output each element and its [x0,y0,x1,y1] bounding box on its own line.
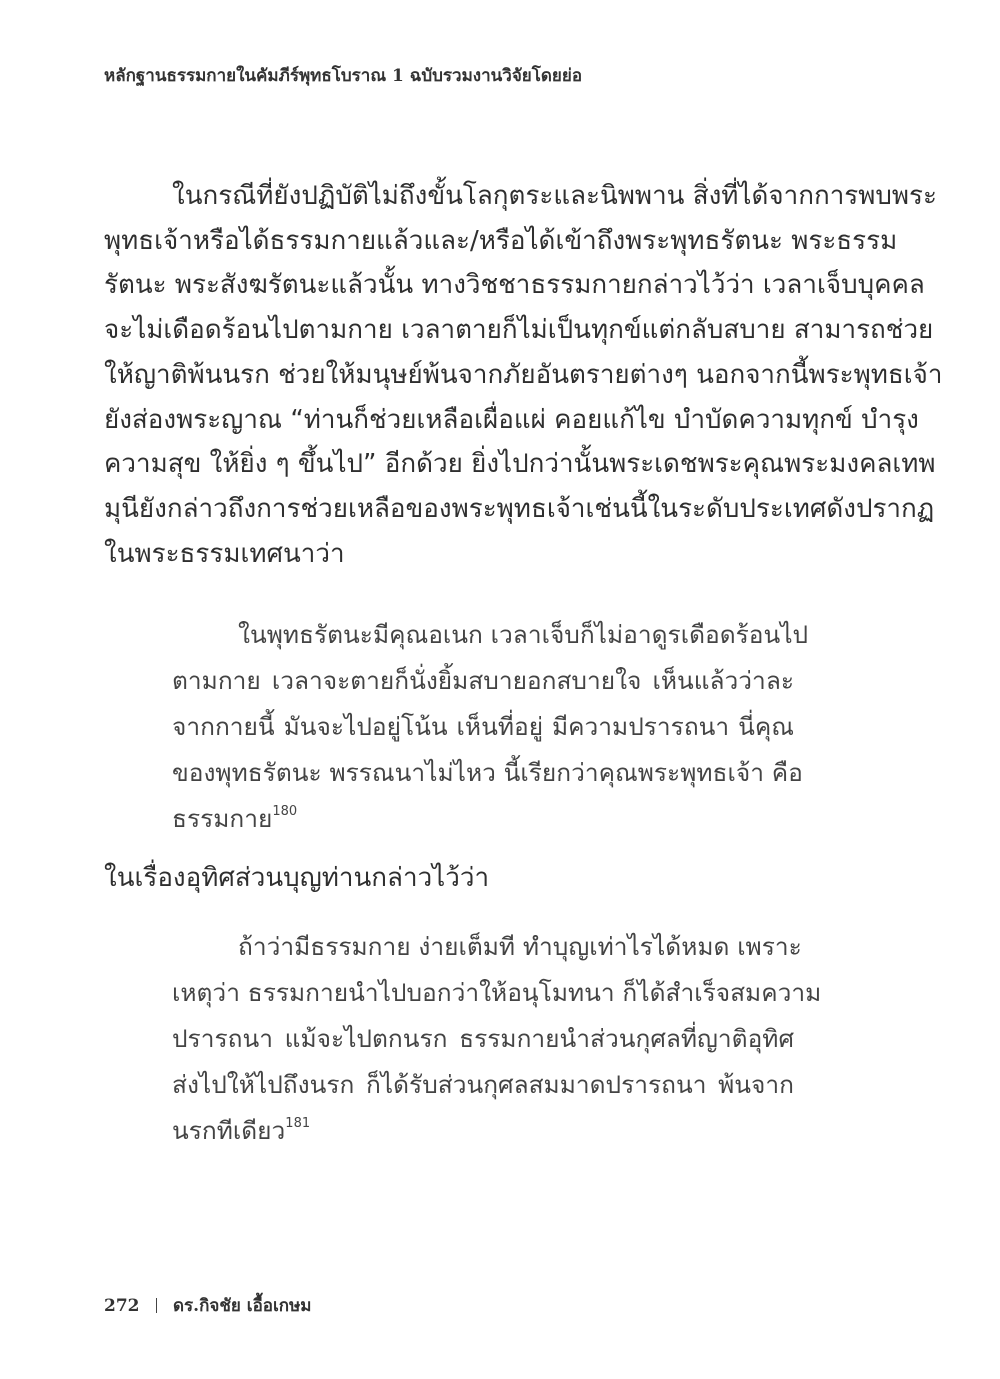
quote-line: ส่งไปให้ไปถึงนรก ก็ได้รับส่วนกุศลสมมาดปรารถนา พ้นจาก [172,1070,794,1099]
quote-line-last [172,796,794,842]
author-name: ดร.กิจชัย เอื้อเกษม [173,1296,312,1316]
running-header: หลักฐานธรรมกายในคัมภีร์พุทธโบราณ 1 ฉบับรวมงานวิจัยโดยย่อ [104,66,583,86]
page-number: 272 [104,1295,140,1316]
quote-line: ปรารถนา แม้จะไปตกนรก ธรรมกายนำส่วนกุศลที่ญาติอุทิศ [172,1024,794,1053]
paragraph-line: มุนียังกล่าวถึงการช่วยเหลือของพระพุทธเจ้าเช่นนี้ในระดับประเทศดังปรากฏ [104,493,935,524]
paragraph-line: ในกรณีที่ยังปฏิบัติไม่ถึงขั้นโลกุตระและนิพพาน สิ่งที่ได้จากการพบพระ [172,181,937,211]
footnote-ref-181: 181 [285,1116,311,1131]
quote-line: ในพุทธรัตนะมีคุณอเนก เวลาเจ็บก็ไม่อาดูรเดือดร้อนไป [238,620,809,649]
paragraph-line: ให้ญาติพ้นนรก ช่วยให้มนุษย์พ้นจากภัยอันตรายต่างๆ นอกจากนี้พระพุทธเจ้า [104,359,943,390]
paragraph-line: รัตนะ พระสังฆรัตนะแล้วนั้น ทางวิชชาธรรมกายกล่าวไว้ว่า เวลาเจ็บบุคคล [104,270,925,301]
quote-line: ตามกาย เวลาจะตายก็นั่งยิ้มสบายอกสบายใจ เห็นแล้วว่าละ [172,666,794,695]
paragraph-line: จะไม่เดือดร้อนไปตามกาย เวลาตายก็ไม่เป็นทุกข์แต่กลับสบาย สามารถช่วย [104,315,934,346]
quote-line: จากกายนี้ มันจะไปอยู่โน้น เห็นที่อยู่ มีความปรารถนา นี่คุณ [172,712,794,741]
block-quote-sermon [172,612,809,842]
quote-line-text: นรกทีเดียว [172,1116,286,1145]
quote-line-last [172,1108,794,1154]
quote-line: ของพุทธรัตนะ พรรณนาไม่ไหว นี้เรียกว่าคุณพระพุทธเจ้า คือ [172,758,803,787]
paragraph-line: ในพระธรรมเทศนาว่า [104,538,345,569]
quote-line: เหตุว่า ธรรมกายนำไปบอกว่าให้อนุโมทนา ก็ได้สำเร็จสมความ [172,978,822,1007]
main-paragraph [104,174,943,576]
page-footer [104,1292,312,1319]
paragraph-line: พุทธเจ้าหรือได้ธรรมกายแล้วและ/หรือได้เข้าถึงพระพุทธรัตนะ พระธรรม [104,225,898,256]
quote-line: ถ้าว่ามีธรรมกาย ง่ายเต็มที ทำบุญเท่าไรได้หมด เพราะ [238,932,802,961]
footnote-ref-180: 180 [272,804,298,819]
footer-divider [156,1298,158,1313]
block-quote-dedication [172,924,822,1154]
quote-line-text: ธรรมกาย [172,804,273,833]
paragraph-line: ความสุข ให้ยิ่ง ๆ ขึ้นไป” อีกด้วย ยิ่งไปกว่านั้นพระเดชพระคุณพระมงคลเทพ [104,449,936,480]
paragraph-line: ยังส่องพระญาณ “ท่านก็ช่วยเหลือเผื่อแผ่ คอยแก้ไข บำบัดความทุกข์ บำรุง [104,404,919,435]
dedication-intro-line: ในเรื่องอุทิศส่วนบุญท่านกล่าวไว้ว่า [104,863,490,893]
